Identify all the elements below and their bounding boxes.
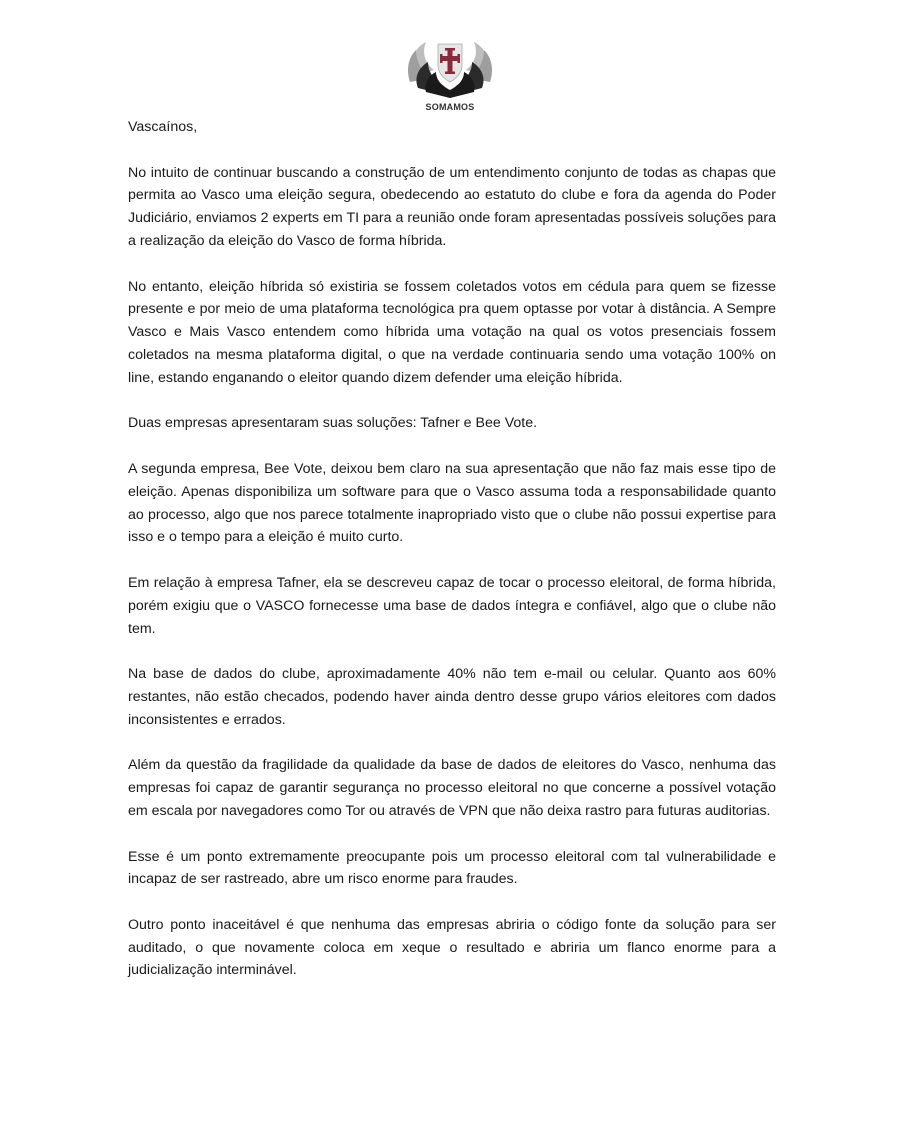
letter-paragraph: Na base de dados do clube, aproximadamente 40% não tem e-mail ou celular. Quanto aos 60% restantes, não estão checados, podendo haver ainda dentro desse grupo vários eleitores com dados inconsistentes e errados.	[128, 666, 776, 728]
letter-paragraph: Esse é um ponto extremamente preocupante pois um processo eleitoral com tal vulnerabilidade e incapaz de ser rastreado, abre um risco enorme para fraudes.	[128, 848, 776, 888]
letter-paragraph: Além da questão da fragilidade da qualidade da base de dados de eleitores do Vasco, nenhuma das empresas foi capaz de garantir segurança no processo eleitoral no que concerne a possível votação em escala por navegadores como Tor ou através de VPN que não deixa rastro para futuras auditorias.	[128, 757, 776, 819]
letter-greeting: Vascaínos,	[128, 119, 198, 135]
logo-wordmark: SOMAMOS	[425, 102, 475, 112]
somamos-logo	[404, 36, 496, 116]
letter-paragraph: No intuito de continuar buscando a construção de um entendimento conjunto de todas as chapas que permita ao Vasco uma eleição segura, obedecendo ao estatuto do clube e fora da agenda do Poder Judiciário, enviamos 2 experts em TI para a reunião onde foram apresentadas possíveis soluções para a realização da eleição do Vasco de forma híbrida.	[128, 164, 776, 249]
letter-paragraph: Duas empresas apresentaram suas soluções: Tafner e Bee Vote.	[128, 415, 538, 432]
letter-paragraph: No entanto, eleição híbrida só existiria se fossem coletados votos em cédula para quem se fizesse presente e por meio de uma plataforma tecnológica pra quem optasse por votar à distância. A Sempre Vasco e Mais Vasco entendem como híbrida uma votação na qual os votos presenciais fossem coletados na mesma plataforma digital, o que na verdade continuaria sendo uma votação 100% on line, estando enganando o eleitor quando dizem defender uma eleição híbrida.	[128, 278, 776, 386]
letter-paragraph: A segunda empresa, Bee Vote, deixou bem claro na sua apresentação que não faz mais esse tipo de eleição. Apenas disponibiliza um software para que o Vasco assuma toda a responsabilidade quanto ao processo, algo que nos parece totalmente inapropriado visto que o clube não possui expertise para isso e o tempo para a eleição é muito curto.	[128, 460, 776, 546]
letter-paragraph: Em relação à empresa Tafner, ela se descreveu capaz de tocar o processo eleitoral, de forma híbrida, porém exigiu que o VASCO fornecesse uma base de dados íntegra e confiável, algo que o clube não tem.	[128, 574, 776, 637]
eagle-cross-emblem-icon	[404, 36, 496, 102]
letter-body	[128, 116, 776, 1005]
letter-paragraph: Outro ponto inaceitável é que nenhuma das empresas abriria o código fonte da solução para ser auditado, o que novamente coloca em xeque o resultado e abriria um flanco enorme para a judicialização interminável.	[128, 916, 776, 979]
